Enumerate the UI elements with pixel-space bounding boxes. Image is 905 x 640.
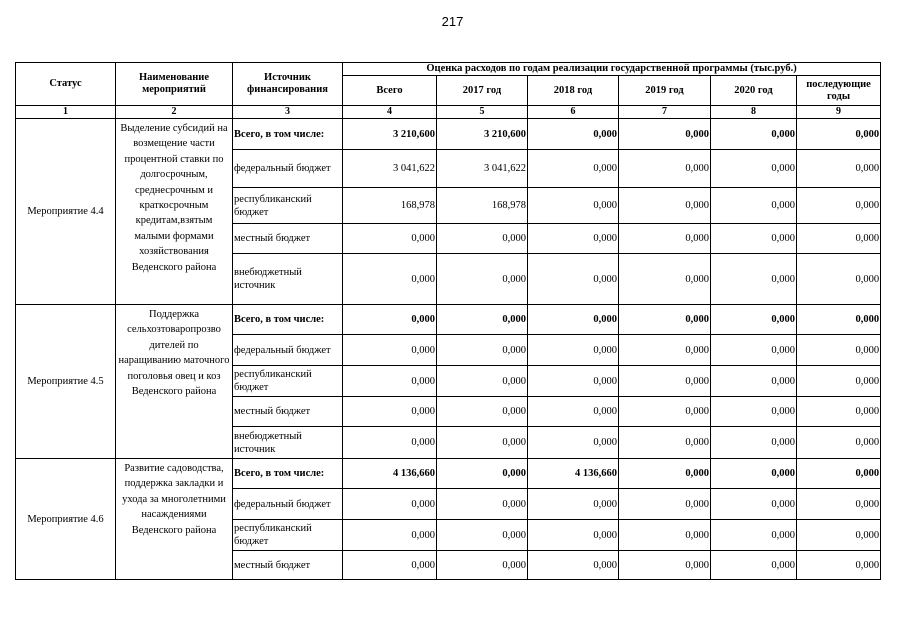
- amount-cell: 168,978: [437, 188, 528, 224]
- column-number: 9: [797, 106, 881, 119]
- header-year-2018: 2018 год: [528, 76, 619, 106]
- amount-cell: 0,000: [619, 459, 711, 489]
- amount-cell: 0,000: [528, 305, 619, 335]
- amount-cell: 0,000: [437, 489, 528, 520]
- amount-cell: 168,978: [343, 188, 437, 224]
- header-status: Статус: [16, 63, 116, 106]
- header-year-later: последующие годы: [797, 76, 881, 106]
- amount-cell: 0,000: [619, 188, 711, 224]
- column-number: 6: [528, 106, 619, 119]
- amount-cell: 0,000: [797, 459, 881, 489]
- amount-cell: 0,000: [437, 254, 528, 305]
- amount-cell: 0,000: [528, 254, 619, 305]
- amount-cell: 0,000: [528, 188, 619, 224]
- amount-cell: 0,000: [797, 551, 881, 580]
- measure-name: Выделение субсидий на возмещение части процентной ставки по долгосрочным, среднесрочным и краткосрочным кредитам,взятым малыми формами хозяйствования Веденского района: [116, 119, 233, 305]
- amount-cell: 0,000: [528, 119, 619, 150]
- amount-cell: 0,000: [619, 150, 711, 188]
- funding-source: республиканский бюджет: [233, 188, 343, 224]
- amount-cell: 0,000: [343, 305, 437, 335]
- funding-source: внебюджетный источник: [233, 427, 343, 459]
- amount-cell: 0,000: [528, 397, 619, 427]
- amount-cell: 0,000: [797, 489, 881, 520]
- measure-status: Мероприятие 4.6: [16, 459, 116, 580]
- funding-source: внебюджетный источник: [233, 254, 343, 305]
- amount-cell: 0,000: [619, 489, 711, 520]
- amount-cell: 0,000: [528, 366, 619, 397]
- column-number: 2: [116, 106, 233, 119]
- funding-source: местный бюджет: [233, 397, 343, 427]
- table-row: [16, 305, 881, 335]
- header-year-2020: 2020 год: [711, 76, 797, 106]
- amount-cell: 0,000: [437, 459, 528, 489]
- amount-cell: 0,000: [619, 520, 711, 551]
- amount-cell: 0,000: [797, 188, 881, 224]
- amount-cell: 0,000: [343, 224, 437, 254]
- amount-cell: 0,000: [711, 224, 797, 254]
- amount-cell: 0,000: [797, 520, 881, 551]
- budget-table: [15, 62, 881, 580]
- amount-cell: 0,000: [711, 397, 797, 427]
- header-estimate: Оценка расходов по годам реализации государственной программы (тыс.руб.): [343, 63, 881, 76]
- amount-cell: 0,000: [797, 335, 881, 366]
- amount-cell: 0,000: [528, 335, 619, 366]
- amount-cell: 0,000: [343, 397, 437, 427]
- amount-cell: 0,000: [528, 427, 619, 459]
- amount-cell: 0,000: [437, 551, 528, 580]
- funding-source: федеральный бюджет: [233, 489, 343, 520]
- funding-source: Всего, в том числе:: [233, 459, 343, 489]
- amount-cell: 0,000: [437, 520, 528, 551]
- amount-cell: 0,000: [711, 489, 797, 520]
- amount-cell: 0,000: [619, 224, 711, 254]
- amount-cell: 0,000: [797, 366, 881, 397]
- amount-cell: 0,000: [619, 427, 711, 459]
- amount-cell: 0,000: [797, 254, 881, 305]
- page-number: 217: [441, 14, 464, 29]
- amount-cell: 0,000: [711, 551, 797, 580]
- amount-cell: 0,000: [528, 224, 619, 254]
- amount-cell: 0,000: [711, 188, 797, 224]
- amount-cell: 3 041,622: [343, 150, 437, 188]
- measure-status: Мероприятие 4.5: [16, 305, 116, 459]
- amount-cell: 0,000: [437, 397, 528, 427]
- amount-cell: 0,000: [437, 335, 528, 366]
- amount-cell: 3 210,600: [437, 119, 528, 150]
- amount-cell: 0,000: [528, 150, 619, 188]
- amount-cell: 0,000: [528, 520, 619, 551]
- column-number: 4: [343, 106, 437, 119]
- header-year-2017: 2017 год: [437, 76, 528, 106]
- amount-cell: 0,000: [711, 150, 797, 188]
- column-number: 3: [233, 106, 343, 119]
- amount-cell: 0,000: [619, 119, 711, 150]
- header-year-2019: 2019 год: [619, 76, 711, 106]
- amount-cell: 0,000: [711, 459, 797, 489]
- amount-cell: 0,000: [619, 551, 711, 580]
- amount-cell: 0,000: [711, 427, 797, 459]
- amount-cell: 0,000: [797, 305, 881, 335]
- amount-cell: 4 136,660: [343, 459, 437, 489]
- column-number: 7: [619, 106, 711, 119]
- amount-cell: 0,000: [619, 305, 711, 335]
- amount-cell: 0,000: [343, 254, 437, 305]
- funding-source: местный бюджет: [233, 551, 343, 580]
- table-row: [16, 119, 881, 150]
- column-number: 8: [711, 106, 797, 119]
- amount-cell: 0,000: [343, 489, 437, 520]
- amount-cell: 3 041,622: [437, 150, 528, 188]
- amount-cell: 0,000: [797, 427, 881, 459]
- amount-cell: 0,000: [437, 224, 528, 254]
- amount-cell: 0,000: [343, 427, 437, 459]
- amount-cell: 0,000: [437, 305, 528, 335]
- table-row: [16, 459, 881, 489]
- funding-source: республиканский бюджет: [233, 366, 343, 397]
- amount-cell: 0,000: [343, 520, 437, 551]
- amount-cell: 0,000: [528, 551, 619, 580]
- amount-cell: 4 136,660: [528, 459, 619, 489]
- amount-cell: 0,000: [797, 150, 881, 188]
- amount-cell: 0,000: [711, 335, 797, 366]
- amount-cell: 0,000: [619, 335, 711, 366]
- measure-name: Развитие садоводства, поддержка закладки и ухода за многолетними насаждениями Веденского района: [116, 459, 233, 580]
- column-number: 5: [437, 106, 528, 119]
- amount-cell: 0,000: [711, 520, 797, 551]
- header-source: Источник финансирования: [233, 63, 343, 106]
- measure-name: Поддержка сельхозтоваропрозво дителей по наращиванию маточного поголовья овец и коз Веденского района: [116, 305, 233, 459]
- amount-cell: 0,000: [437, 427, 528, 459]
- funding-source: республиканский бюджет: [233, 520, 343, 551]
- amount-cell: 3 210,600: [343, 119, 437, 150]
- amount-cell: 0,000: [711, 254, 797, 305]
- header-year-total: Всего: [343, 76, 437, 106]
- amount-cell: 0,000: [711, 119, 797, 150]
- amount-cell: 0,000: [797, 224, 881, 254]
- funding-source: Всего, в том числе:: [233, 119, 343, 150]
- amount-cell: 0,000: [711, 305, 797, 335]
- table-body: [16, 119, 881, 580]
- amount-cell: 0,000: [343, 366, 437, 397]
- amount-cell: 0,000: [619, 254, 711, 305]
- funding-source: Всего, в том числе:: [233, 305, 343, 335]
- amount-cell: 0,000: [619, 397, 711, 427]
- amount-cell: 0,000: [797, 397, 881, 427]
- amount-cell: 0,000: [343, 335, 437, 366]
- column-number: 1: [16, 106, 116, 119]
- amount-cell: 0,000: [528, 489, 619, 520]
- amount-cell: 0,000: [619, 366, 711, 397]
- header-name: Наименование мероприятий: [116, 63, 233, 106]
- column-numbers-row: [16, 106, 881, 119]
- amount-cell: 0,000: [797, 119, 881, 150]
- amount-cell: 0,000: [437, 366, 528, 397]
- amount-cell: 0,000: [343, 551, 437, 580]
- funding-source: федеральный бюджет: [233, 150, 343, 188]
- funding-source: местный бюджет: [233, 224, 343, 254]
- funding-source: федеральный бюджет: [233, 335, 343, 366]
- amount-cell: 0,000: [711, 366, 797, 397]
- measure-status: Мероприятие 4.4: [16, 119, 116, 305]
